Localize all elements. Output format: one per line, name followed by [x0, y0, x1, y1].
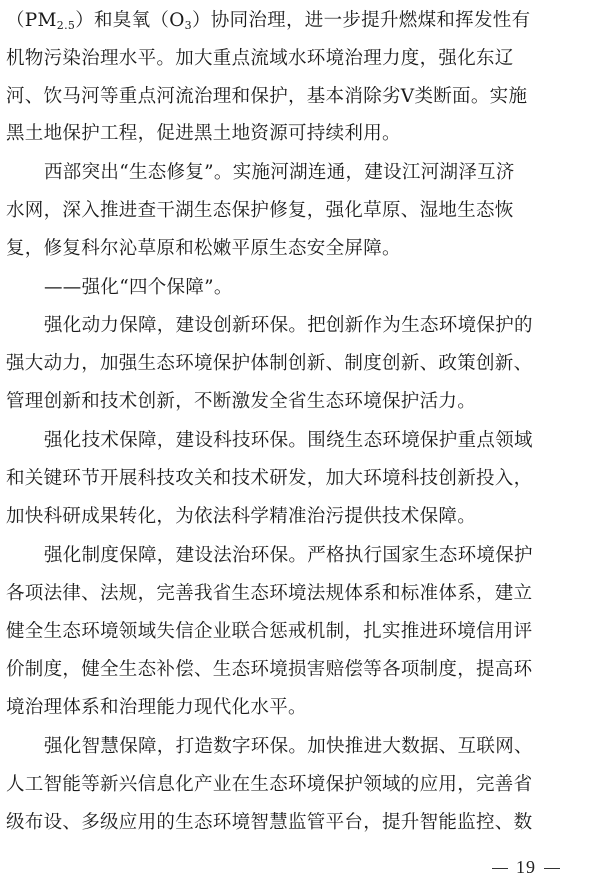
section-heading: ——强化“四个保障”。	[44, 277, 233, 298]
text-line: 强化智慧保障，打造数字环保。加快推进大数据、互联网、	[44, 736, 533, 757]
text-line: $(PM_{2.5})$和臭氧$(O_3)$协同治理，进一步提升燃煤和挥发性有	[6, 10, 531, 32]
text-line: 机物污染治理水平。加大重点流域水环境治理力度，强化东辽	[6, 48, 514, 69]
page-number-dash-right	[544, 868, 560, 869]
text-line: 黑土地保护工程，促进黑土地资源可持续利用。	[6, 123, 401, 144]
text-line: 强化技术保障，建设科技环保。围绕生态环境保护重点领域	[44, 430, 533, 451]
text-line: 境治理体系和治理能力现代化水平。	[6, 697, 307, 718]
page-number	[484, 857, 568, 878]
text-line: 健全生态环境领域失信企业联合惩戒机制，扎实推进环境信用评	[6, 621, 533, 642]
text-line: 复，修复科尔沁草原和松嫩平原生态安全屏障。	[6, 238, 401, 259]
page-number-dash-left	[492, 868, 508, 869]
text-line: 河、饮马河等重点河流治理和保护，基本消除劣Ⅴ类断面。实施	[6, 86, 528, 107]
text-line: 水网，深入推进查干湖生态保护修复，强化草原、湿地生态恢	[6, 200, 514, 221]
text-line: 强大动力，加强生态环境保护体制创新、制度创新、政策创新、	[6, 353, 533, 374]
text-line: 各项法律、法规，完善我省生态环境法规体系和标准体系，建立	[6, 583, 533, 604]
text-line: 管理创新和技术创新，不断激发全省生态环境保护活力。	[6, 391, 477, 412]
text-line: 强化制度保障，建设法治环保。严格执行国家生态环境保护	[44, 545, 533, 566]
text-line: 西部突出“生态修复”。实施河湖连通，建设江河湖泽互济	[44, 162, 515, 183]
text-line: 和关键环节开展科技攻关和技术研发，加大环境科技创新投入，	[6, 468, 533, 489]
text-line: 加快科研成果转化，为依法科学精准治污提供技术保障。	[6, 506, 477, 527]
text-line: 级布设、多级应用的生态环境智慧监管平台，提升智能监控、数	[6, 812, 533, 833]
text-line: 强化动力保障，建设创新环保。把创新作为生态环境保护的	[44, 315, 533, 336]
text-line: 人工智能等新兴信息化产业在生态环境保护领域的应用，完善省	[6, 774, 533, 795]
text-line: 价制度，健全生态补偿、生态环境损害赔偿等各项制度，提高环	[6, 659, 533, 680]
page-number-value: 19	[516, 857, 536, 877]
